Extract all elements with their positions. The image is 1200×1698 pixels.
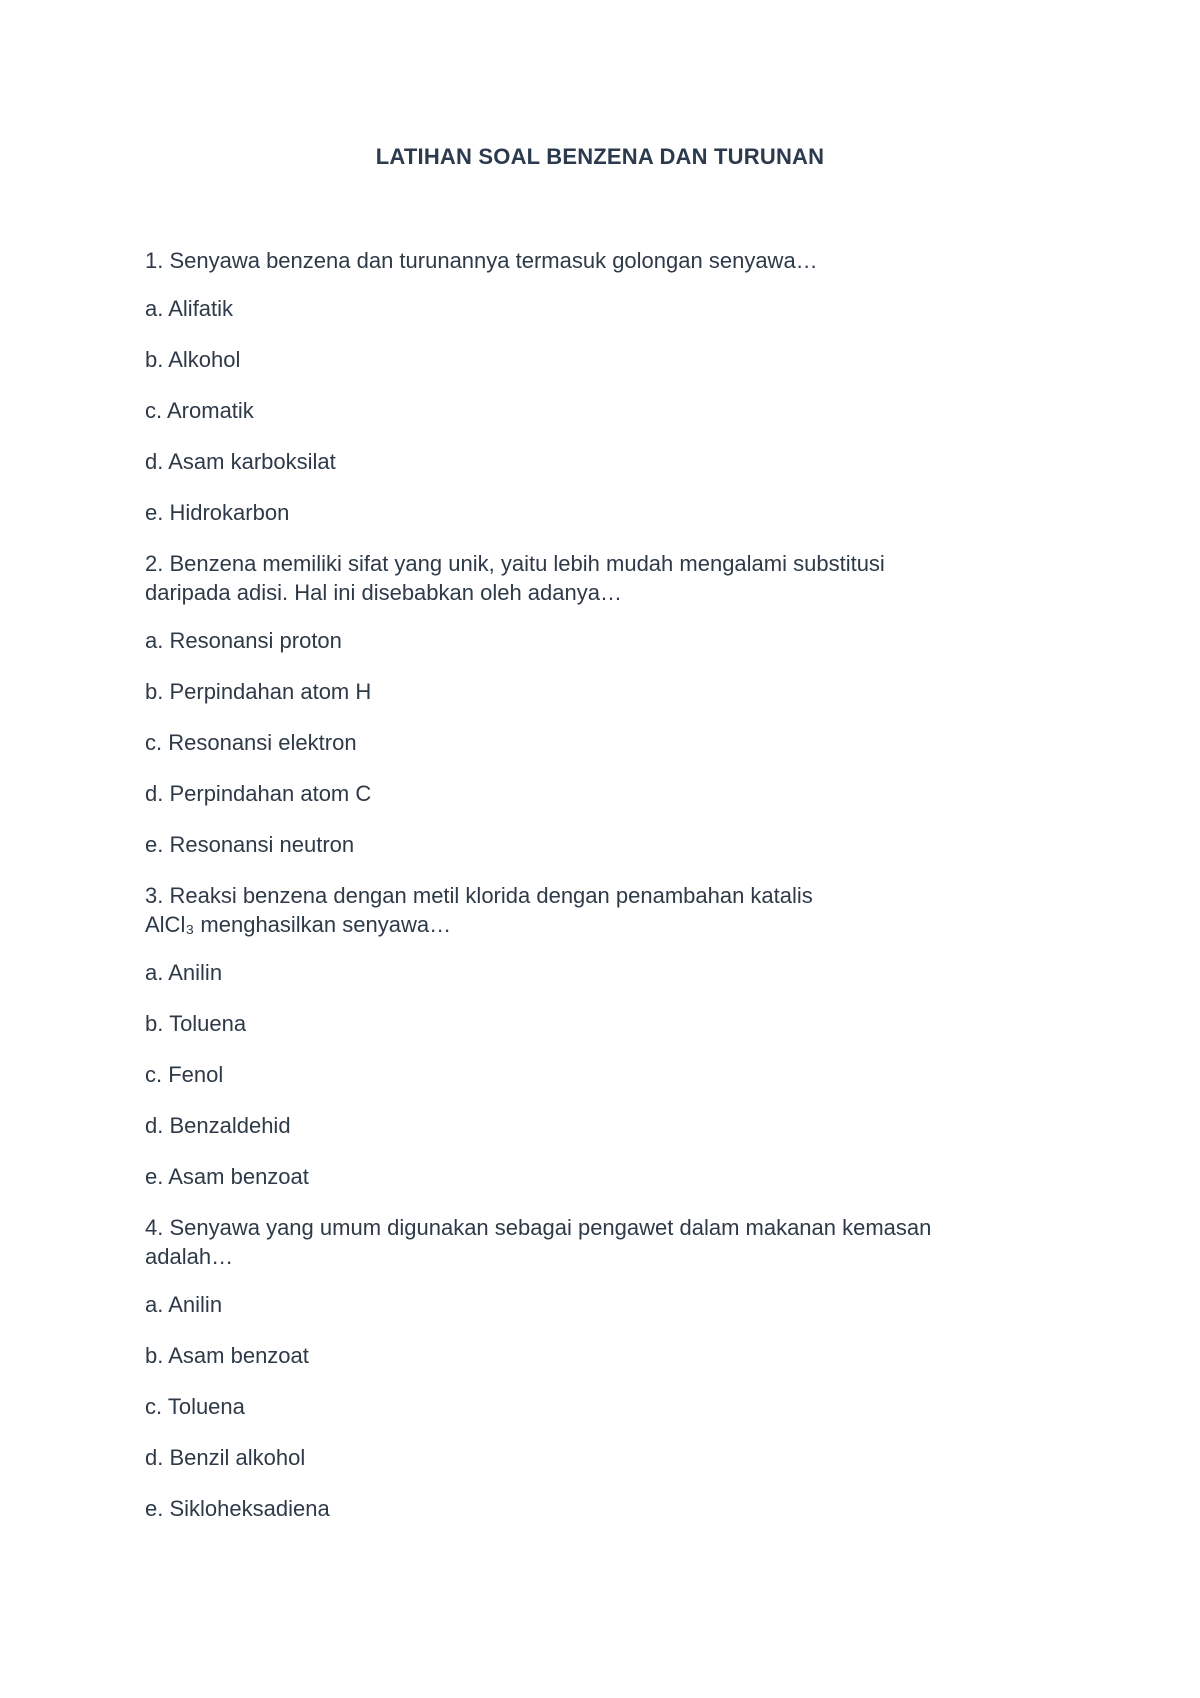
option-c: c. Resonansi elektron — [145, 730, 357, 755]
question-text — [145, 549, 1045, 607]
option-e: e. Asam benzoat — [145, 1164, 309, 1189]
option-d: d. Asam karboksilat — [145, 449, 336, 474]
option-b: b. Perpindahan atom H — [145, 679, 372, 704]
question-text-line-1: 4. Senyawa yang umum digunakan sebagai pengawet dalam makanan kemasan — [145, 1215, 932, 1240]
question-4 — [145, 1213, 1045, 1523]
question-list — [145, 246, 1045, 1545]
option-d: d. Perpindahan atom C — [145, 781, 372, 806]
option-c: c. Aromatik — [145, 398, 254, 423]
question-text — [145, 881, 1045, 939]
question-text-line-1: 2. Benzena memiliki sifat yang unik, yaitu lebih mudah mengalami substitusi — [145, 551, 885, 576]
option-b: b. Toluena — [145, 1011, 247, 1036]
option-e: e. Sikloheksadiena — [145, 1496, 330, 1521]
page-title: LATIHAN SOAL BENZENA DAN TURUNAN — [375, 144, 825, 169]
question-2 — [145, 549, 1045, 859]
question-text-line-2: daripada adisi. Hal ini disebabkan oleh adanya… — [145, 580, 622, 605]
option-a: a. Anilin — [145, 960, 223, 985]
option-a: a. Anilin — [145, 1292, 223, 1317]
option-d: d. Benzaldehid — [145, 1113, 291, 1138]
question-1 — [145, 246, 1045, 527]
option-c: c. Fenol — [145, 1062, 224, 1087]
option-c: c. Toluena — [145, 1394, 245, 1419]
question-text-line-2: adalah… — [145, 1244, 234, 1269]
option-d: d. Benzil alkohol — [145, 1445, 306, 1470]
question-text: 1. Senyawa benzena dan turunannya termasuk golongan senyawa… — [145, 248, 818, 273]
option-b: b. Asam benzoat — [145, 1343, 309, 1368]
question-text — [145, 1213, 1045, 1271]
option-a: a. Alifatik — [145, 296, 234, 321]
option-e: e. Resonansi neutron — [145, 832, 355, 857]
question-text-line-1: 3. Reaksi benzena dengan metil klorida dengan penambahan katalis — [145, 883, 813, 908]
question-3 — [145, 881, 1045, 1191]
option-a: a. Resonansi proton — [145, 628, 342, 653]
option-b: b. Alkohol — [145, 347, 241, 372]
option-e: e. Hidrokarbon — [145, 500, 290, 525]
question-text-line-2: AlCl₃ menghasilkan senyawa… — [145, 912, 452, 937]
